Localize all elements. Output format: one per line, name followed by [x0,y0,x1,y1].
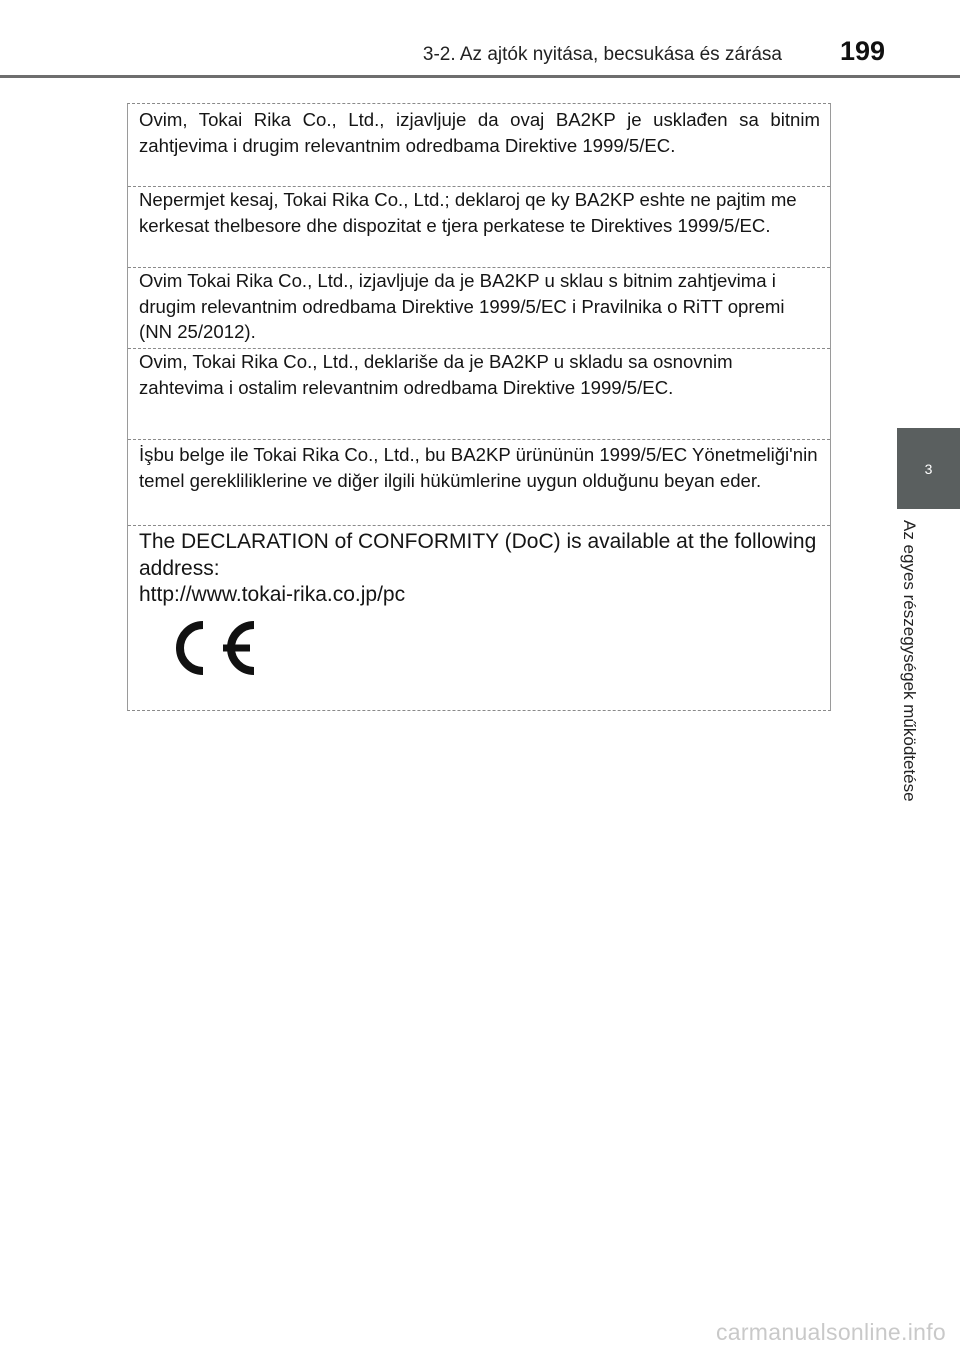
header-divider [0,75,960,78]
declaration-turkish: İşbu belge ile Tokai Rika Co., Ltd., bu BA2KP ürününün 1999/5/EC Yönetmeliği'nin temel gerekliliklerine ve diğer ilgili hükümlerine uygun olduğunu beyan eder. [128,440,830,526]
declaration-croatian: Ovim Tokai Rika Co., Ltd., izjavljuje da je BA2KP u sklau s bitnim zahtjevima i drugim relevantnim odredbama Direktive 1999/5/EC i Pravilnika o RiTT opremi (NN 25/2012). [128,268,830,349]
doc-url: http://www.tokai-rika.co.jp/pc [139,583,406,606]
page-header [0,0,960,80]
declaration-albanian: Nepermjet kesaj, Tokai Rika Co., Ltd.; deklaroj qe ky BA2KP eshte ne pajtim me kerkesat thelbesore dhe dispozitat e tjera perkatese te Direktives 1999/5/EC. [128,187,830,268]
chapter-title: Az egyes részegységek működtetése [900,520,919,802]
chapter-tab[interactable] [897,428,960,509]
ce-mark-logo [166,617,260,679]
watermark: carmanualsonline.info [715,1319,946,1345]
chapter-side-label [900,520,934,855]
page-number: 199 [840,36,886,66]
declaration-serbian: Ovim, Tokai Rika Co., Ltd., deklariše da je BA2KP u skladu sa osnovnim zahtevima i ostalim relevantnim odredbama Direktive 1999/5/EC. [128,349,830,440]
declaration-bosnian: Ovim, Tokai Rika Co., Ltd., izjavljuje da ovaj BA2KP je usklađen sa bitnim zahtjevima i drugim relevantnim odredbama Direktive 1999/5/EC. [128,107,830,187]
chapter-number: 3 [924,460,933,477]
section-title: 3-2. Az ajtók nyitása, becsukása és zárása [422,44,782,65]
doc-availability-text: The DECLARATION of CONFORMITY (DoC) is available at the following address: [139,530,817,580]
